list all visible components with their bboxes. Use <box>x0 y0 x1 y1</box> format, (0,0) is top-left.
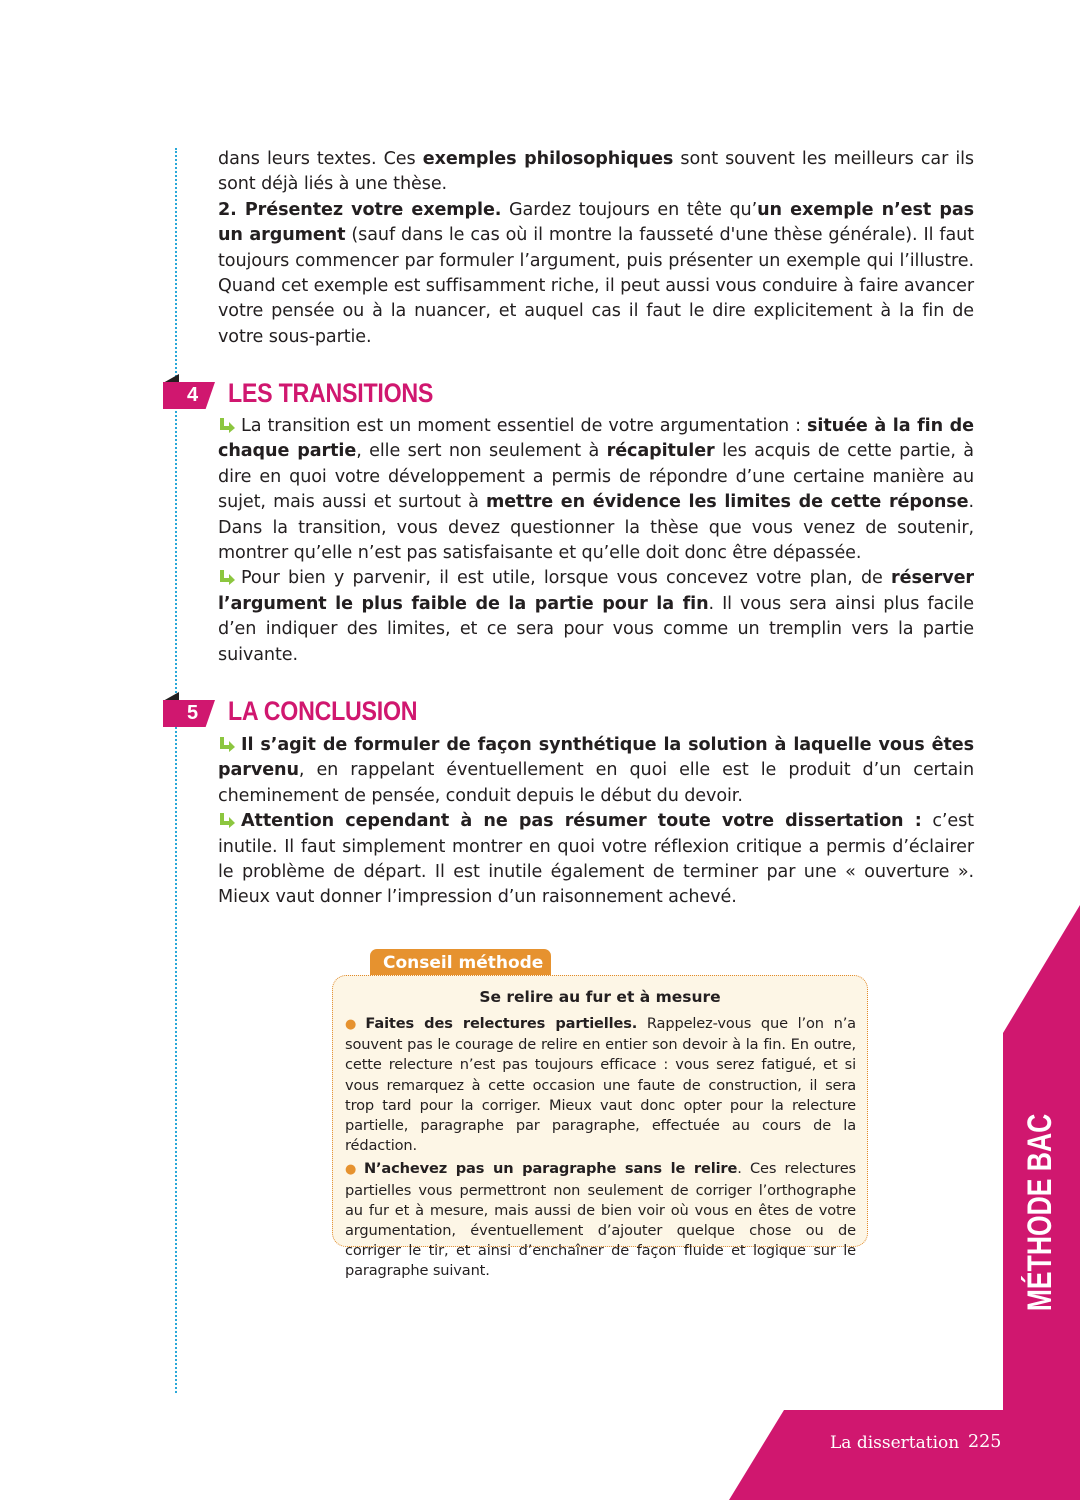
section-title: LES TRANSITIONS <box>228 378 434 408</box>
conseil-title: Se relire au fur et à mesure <box>479 988 721 1006</box>
page-number: 225 <box>968 1432 1002 1452</box>
section-5-bullet-1: Il s’agit de formuler de façon synthétique la solution à laquelle vous êtes parvenu, en rappelant éventuellement en quoi elle est le produit d’un certain cheminement de pensée, conduit depuis le début du devoir. <box>218 735 974 806</box>
margin-dotted-line <box>175 148 177 1393</box>
side-label: MÉTHODE BAC <box>1021 1113 1059 1311</box>
intro-paragraph-2: 2. Présentez votre exemple. Gardez toujours en tête qu’un exemple n’est pas un argument (sauf dans le cas où il montre la fausseté d'une thèse générale). Il faut toujours commencer par formuler l’argument, puis présenter un exemple qui l’illustre. Quand cet exemple est suffisamment riche, il peut aussi vous conduire à faire avancer votre pensée ou à la nuancer, et auquel cas il faut le dire explicitement à la fin de votre sous-partie. <box>218 199 974 347</box>
section-4-bullet-1: La transition est un moment essentiel de votre argumentation : située à la fin de chaque partie, elle sert non seulement à récapituler les acquis de cette partie, à dire en quoi votre développement a permis de répondre d’une certaine manière au sujet, mais aussi et surtout à mettre en évidence les limites de cette réponse. Dans la transition, vous devez questionner la thèse que vous venez de soutenir, montrer qu’elle n’est pas satisfaisante et qu’elle doit donc être dépassée. <box>218 416 974 564</box>
conseil-point-2: ● N’achevez pas un paragraphe sans le relire. Ces relectures partielles vous permettront non seulement de corriger l’orthographe au fur et à mesure, mais aussi de bien voir où vous en êtes de votre argumentation, éventuellement d’ajouter quelque chose ou de corriger le tir, et ainsi d’enchaîner de façon fluide et logique sur le paragraphe suivant. <box>345 1160 856 1280</box>
orange-bullet-icon: ● <box>345 1017 362 1032</box>
footer-band <box>729 1410 1080 1500</box>
section-4-text <box>218 414 974 668</box>
conseil-point-1: ● Faites des relectures partielles. Rappelez-vous que l’on n’a souvent pas le courage de relire en entier son devoir à la fin. En outre, cette relecture n’est pas toujours efficace : vous serez fatigué, et si vous remarquez à cette occasion une faute de construction, il sera trop tard pour la corriger. Mieux vaut donc opter pour la relecture partielle, paragraphe par paragraphe, effectuée au cours de la rédaction. <box>345 1015 856 1155</box>
section-5-bullet-2: Attention cependant à ne pas résumer toute votre dissertation : c’est inutile. Il faut simplement montrer en quoi votre réflexion critique a permis d’éclairer le problème de départ. Il est inutile également de terminer par une « ouverture ». Mieux vaut donner l’impression d’un raisonnement achevé. <box>218 811 974 908</box>
conseil-body <box>345 1014 856 1285</box>
section-number: 5 <box>187 702 199 724</box>
intro-text <box>218 147 974 350</box>
conseil-tab: Conseil méthode <box>370 949 551 976</box>
heading-flag <box>163 374 179 383</box>
green-arrow-icon <box>218 736 236 752</box>
section-5-text <box>218 733 974 911</box>
section-number: 4 <box>187 384 199 406</box>
green-arrow-icon <box>218 812 236 828</box>
footer-chapter: La dissertation <box>830 1433 960 1453</box>
orange-bullet-icon: ● <box>345 1162 360 1178</box>
section-title: LA CONCLUSION <box>228 696 418 726</box>
conseil-box <box>332 975 868 1280</box>
section-4-bullet-2: Pour bien y parvenir, il est utile, lorsque vous concevez votre plan, de réserver l’argument le plus faible de la partie pour la fin. Il vous sera ainsi plus facile d’en indiquer des limites, et ce sera pour vous comme un tremplin vers la partie suivante. <box>218 568 974 665</box>
green-arrow-icon <box>218 417 236 433</box>
green-arrow-icon <box>218 569 236 585</box>
intro-paragraph-1: dans leurs textes. Ces exemples philosophiques sont souvent les meilleurs car ils sont déjà liés à une thèse. <box>218 149 975 195</box>
